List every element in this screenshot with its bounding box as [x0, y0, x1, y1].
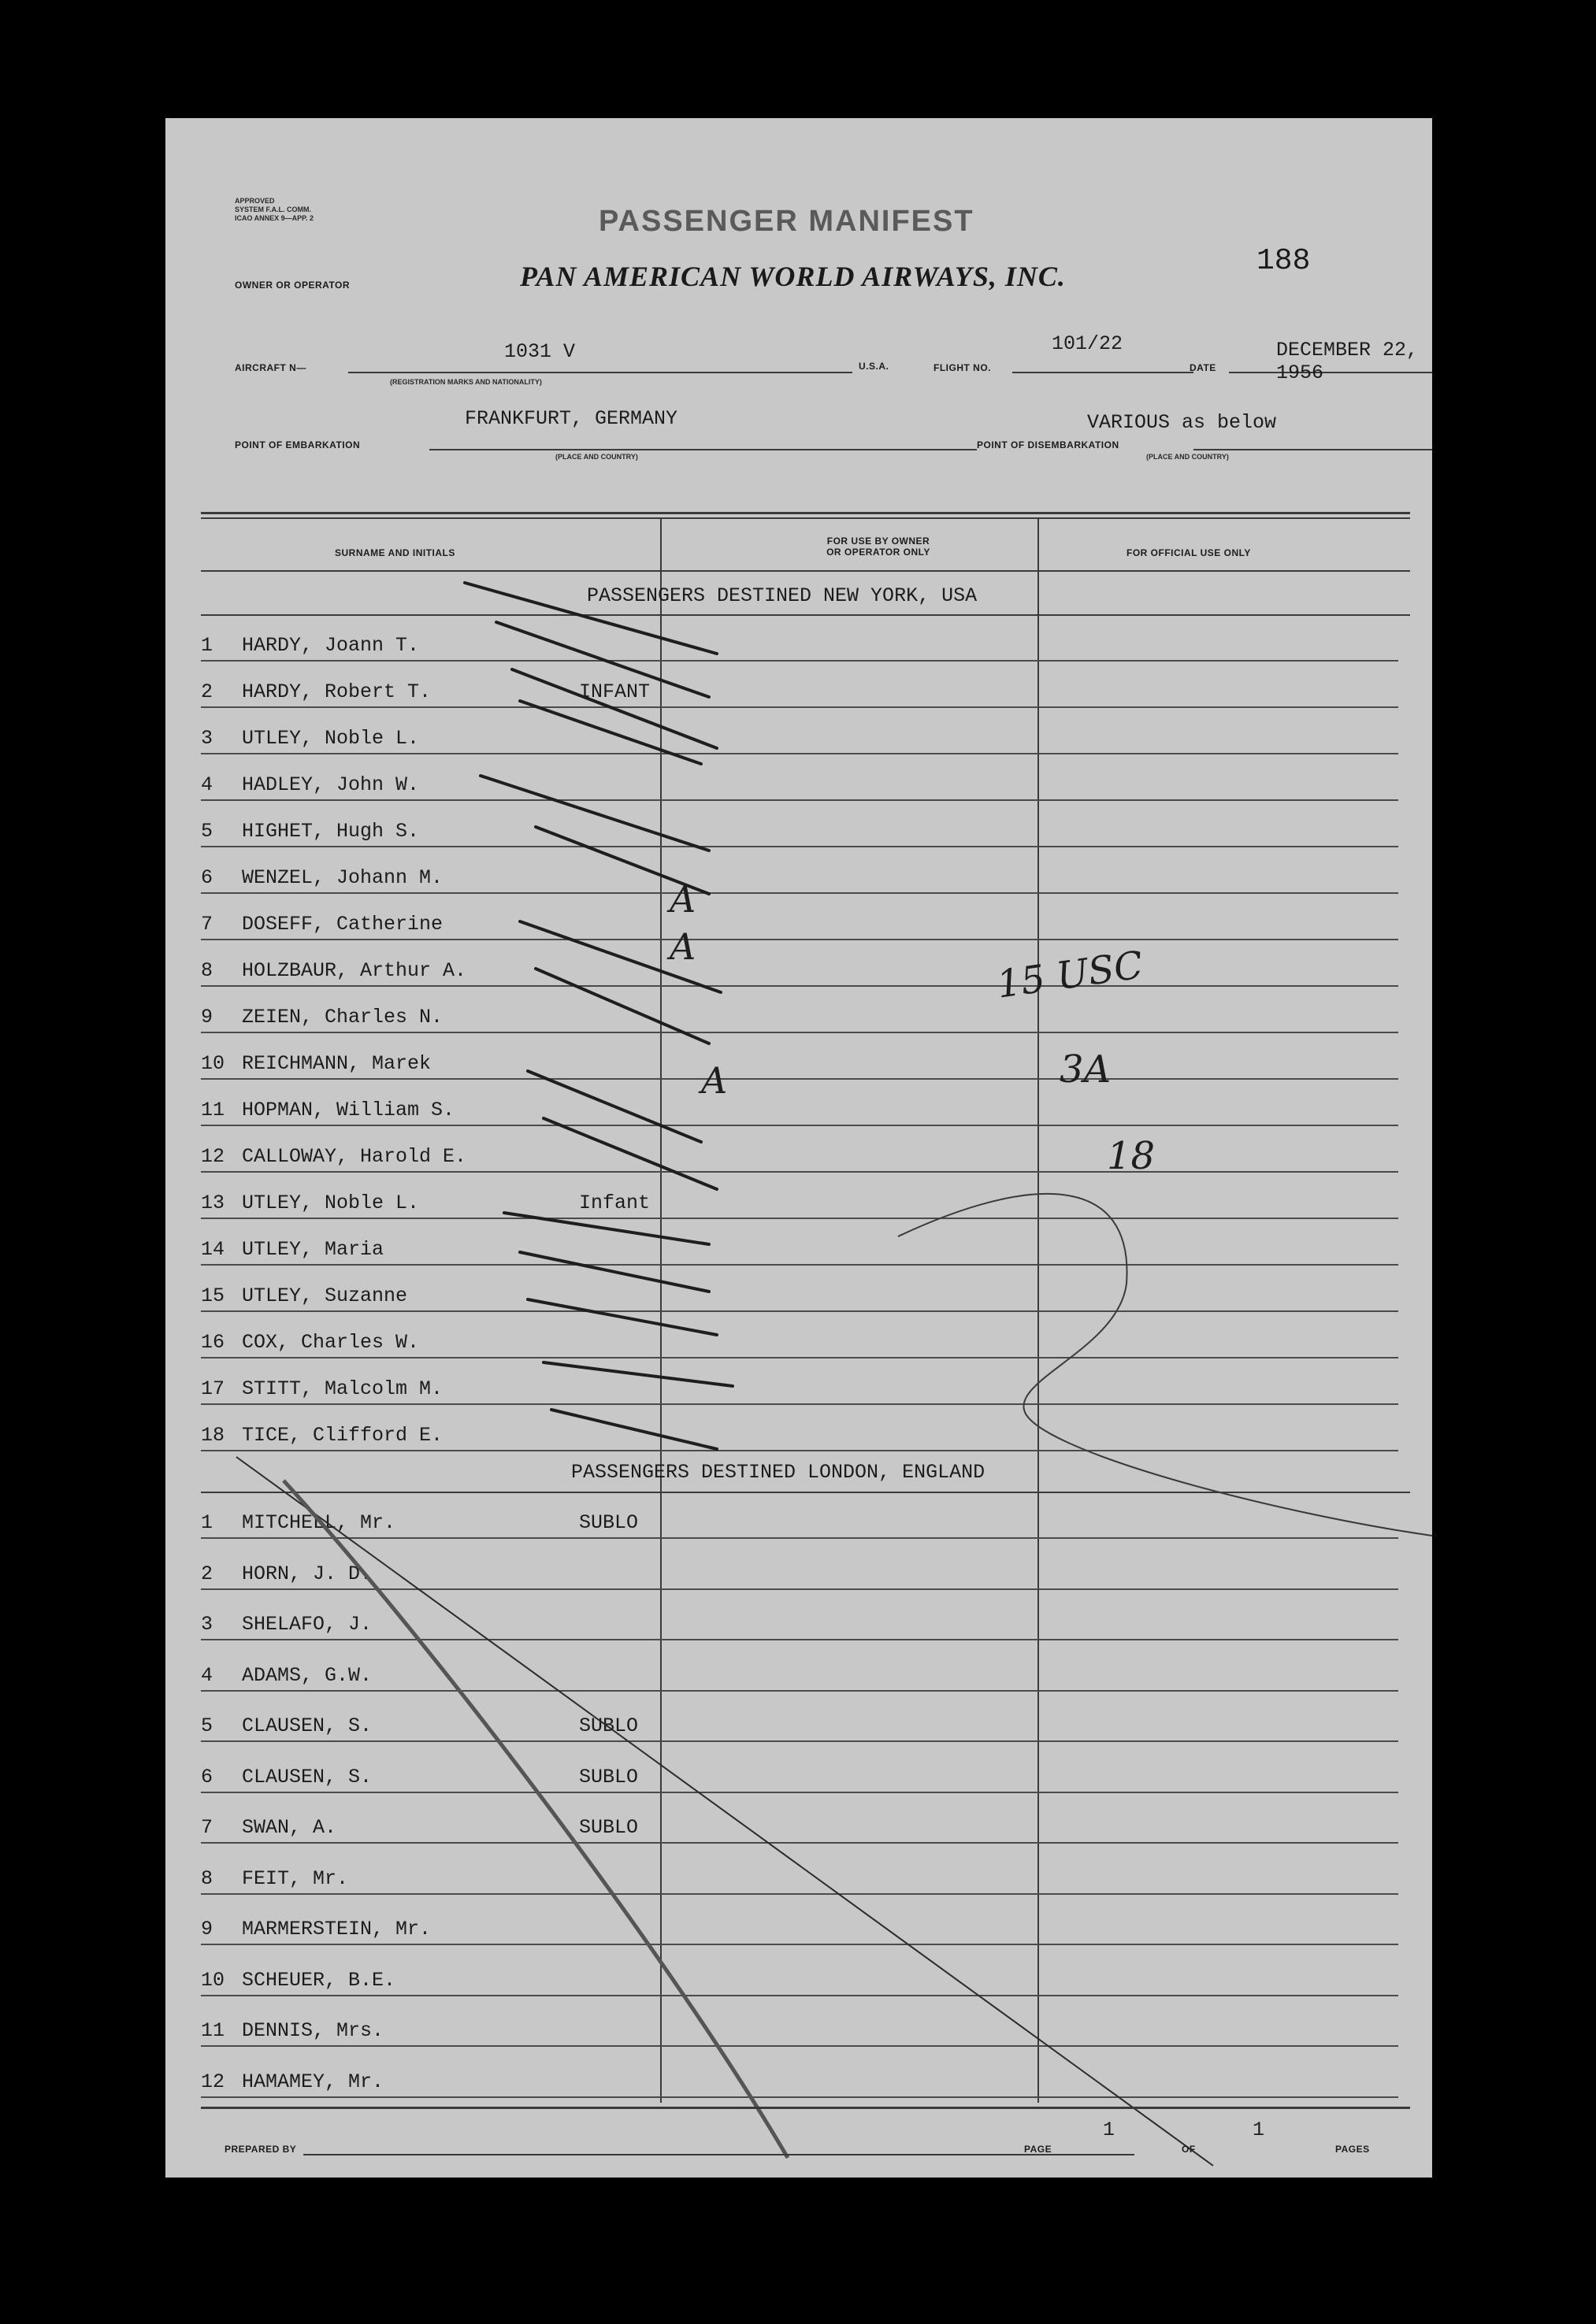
usa-label: U.S.A. [859, 361, 889, 372]
passenger-number: 7 [201, 1816, 213, 1839]
passenger-name: TICE, Clifford E. [242, 1424, 444, 1447]
passenger-name: ZEIEN, Charles N. [242, 1006, 444, 1029]
passenger-number: 9 [201, 1918, 213, 1940]
registration-caption: (REGISTRATION MARKS AND NATIONALITY) [390, 378, 542, 386]
passenger-number: 12 [201, 1145, 225, 1168]
tick-mark [504, 1213, 709, 1244]
passenger-number: 5 [201, 1714, 213, 1737]
disembarkation-caption: (PLACE AND COUNTRY) [1146, 453, 1229, 461]
passenger-name: HARDY, Robert T. [242, 680, 432, 703]
tick-mark [544, 1118, 717, 1189]
handwritten-mark: A [670, 925, 696, 968]
passenger-number: 18 [201, 1424, 225, 1447]
date-label: DATE [1190, 362, 1216, 373]
of-value: 1 [1253, 2118, 1265, 2141]
passenger-name: HADLEY, John W. [242, 773, 420, 796]
passenger-name: ADAMS, G.W. [242, 1663, 373, 1687]
passenger-note: SUBLO [579, 1511, 639, 1534]
passenger-note: Infant [579, 1192, 651, 1214]
page-number: 188 [1256, 244, 1311, 278]
passenger-number: 9 [201, 1006, 213, 1029]
tick-mark [551, 1410, 717, 1449]
passenger-name: DENNIS, Mrs. [242, 2019, 384, 2042]
approval-line: SYSTEM F.A.L. COMM. [235, 206, 312, 213]
passenger-name: WENZEL, Johann M. [242, 866, 444, 889]
approval-line: ICAO ANNEX 9—APP. 2 [235, 214, 314, 222]
passenger-name: REICHMANN, Marek [242, 1052, 432, 1075]
passenger-name: COX, Charles W. [242, 1331, 420, 1354]
manifest-sheet [165, 118, 1432, 2178]
prepared-by-rule [303, 2154, 1134, 2155]
approval-line: APPROVED [235, 197, 275, 205]
embarkation-label: POINT OF EMBARKATION [235, 439, 361, 450]
tick-mark [496, 622, 709, 697]
passenger-number: 4 [201, 773, 213, 796]
passenger-number: 13 [201, 1192, 225, 1214]
aircraft-value: 1031 V [504, 340, 576, 363]
embarkation-value: FRANKFURT, GERMANY [465, 407, 678, 430]
passenger-number: 6 [201, 1765, 213, 1788]
passenger-note: SUBLO [579, 1816, 639, 1839]
tick-mark [528, 1299, 717, 1335]
handwritten-mark: A [670, 878, 696, 921]
embarkation-caption: (PLACE AND COUNTRY) [555, 453, 638, 461]
flight-label: FLIGHT NO. [933, 362, 991, 373]
tick-mark [528, 1071, 701, 1142]
passenger-name: HIGHET, Hugh S. [242, 820, 420, 843]
airline-name: PAN AMERICAN WORLD AIRWAYS, INC. [520, 261, 1066, 292]
passenger-number: 3 [201, 1613, 213, 1636]
passenger-name: STITT, Malcolm M. [242, 1377, 444, 1400]
passenger-number: 3 [201, 727, 213, 750]
aircraft-label: AIRCRAFT N— [235, 362, 306, 373]
passenger-number: 4 [201, 1663, 213, 1687]
passenger-name: SHELAFO, J. [242, 1613, 373, 1636]
passenger-name: HOPMAN, William S. [242, 1099, 455, 1121]
owner-use-line: OR OPERATOR ONLY [826, 547, 930, 558]
passenger-note: SUBLO [579, 1765, 639, 1788]
passenger-name: UTLEY, Noble L. [242, 1192, 420, 1214]
passenger-number: 5 [201, 820, 213, 843]
passenger-name: HARDY, Joann T. [242, 634, 420, 657]
passenger-number: 7 [201, 913, 213, 936]
column-official: FOR OFFICIAL USE ONLY [1126, 547, 1251, 558]
disembarkation-value: VARIOUS as below [1087, 411, 1277, 434]
pages-label: PAGES [1335, 2144, 1370, 2155]
owner-use-line: FOR USE BY OWNER [826, 536, 930, 547]
passenger-number: 12 [201, 2070, 225, 2093]
handwritten-mark: A [701, 1059, 728, 1102]
tick-mark [465, 583, 717, 654]
date-value: DECEMBER 22, 1956 [1276, 339, 1419, 384]
passenger-number: 2 [201, 1562, 213, 1585]
passenger-number: 1 [201, 1511, 213, 1534]
passenger-name: CLAUSEN, S. [242, 1765, 373, 1788]
passenger-note: INFANT [579, 680, 651, 703]
passenger-name: MARMERSTEIN, Mr. [242, 1918, 432, 1940]
handwritten-initials-1: 15 USC [994, 943, 1146, 1007]
passenger-number: 16 [201, 1331, 225, 1354]
handwritten-initials-3: 18 [1107, 1134, 1156, 1178]
page-label: PAGE [1024, 2144, 1052, 2155]
column-surname: SURNAME AND INITIALS [335, 547, 455, 558]
handwritten-initials-2: 3A [1060, 1047, 1112, 1092]
passenger-name: HORN, J. D. [242, 1562, 373, 1585]
passenger-number: 6 [201, 866, 213, 889]
passenger-number: 2 [201, 680, 213, 703]
tick-mark [481, 776, 709, 851]
owner-label: OWNER OR OPERATOR [235, 280, 351, 291]
disembarkation-label: POINT OF DISEMBARKATION [977, 439, 1119, 450]
passenger-name: UTLEY, Suzanne [242, 1284, 408, 1307]
footer-top-rule [201, 2107, 1410, 2109]
passenger-number: 10 [201, 1968, 225, 1992]
passenger-number: 17 [201, 1377, 225, 1400]
passenger-number: 1 [201, 634, 213, 657]
scribble [898, 1194, 1432, 1536]
passenger-note: SUBLO [579, 1714, 639, 1737]
passenger-name: FEIT, Mr. [242, 1866, 349, 1890]
passenger-name: HAMAMEY, Mr. [242, 2070, 384, 2093]
section-heading-new-york: PASSENGERS DESTINED NEW YORK, USA [587, 584, 978, 607]
tick-mark [520, 1252, 709, 1292]
passenger-number: 8 [201, 959, 213, 982]
tick-mark [544, 1362, 733, 1386]
passenger-name: CLAUSEN, S. [242, 1714, 373, 1737]
passenger-name: CALLOWAY, Harold E. [242, 1145, 467, 1168]
passenger-number: 11 [201, 1099, 225, 1121]
passenger-name: DOSEFF, Catherine [242, 913, 444, 936]
passenger-name: UTLEY, Maria [242, 1238, 384, 1261]
passenger-number: 10 [201, 1052, 225, 1075]
passenger-name: MITCHELL, Mr. [242, 1511, 396, 1534]
form-title: PASSENGER MANIFEST [599, 205, 974, 238]
passenger-name: UTLEY, Noble L. [242, 727, 420, 750]
passenger-number: 15 [201, 1284, 225, 1307]
handwriting-overlay [165, 118, 1432, 2178]
passenger-name: SCHEUER, B.E. [242, 1968, 396, 1992]
prepared-by-label: PREPARED BY [225, 2144, 297, 2155]
of-label: OF [1182, 2144, 1196, 2155]
passenger-number: 14 [201, 1238, 225, 1261]
passenger-name: HOLZBAUR, Arthur A. [242, 959, 467, 982]
passenger-number: 11 [201, 2019, 225, 2042]
cross-out-curve [284, 1481, 788, 2158]
flight-value: 101/22 [1052, 332, 1123, 355]
passenger-number: 8 [201, 1866, 213, 1890]
section-heading-london: PASSENGERS DESTINED LONDON, ENGLAND [571, 1461, 985, 1484]
passenger-name: SWAN, A. [242, 1816, 337, 1839]
page-value: 1 [1103, 2118, 1115, 2141]
